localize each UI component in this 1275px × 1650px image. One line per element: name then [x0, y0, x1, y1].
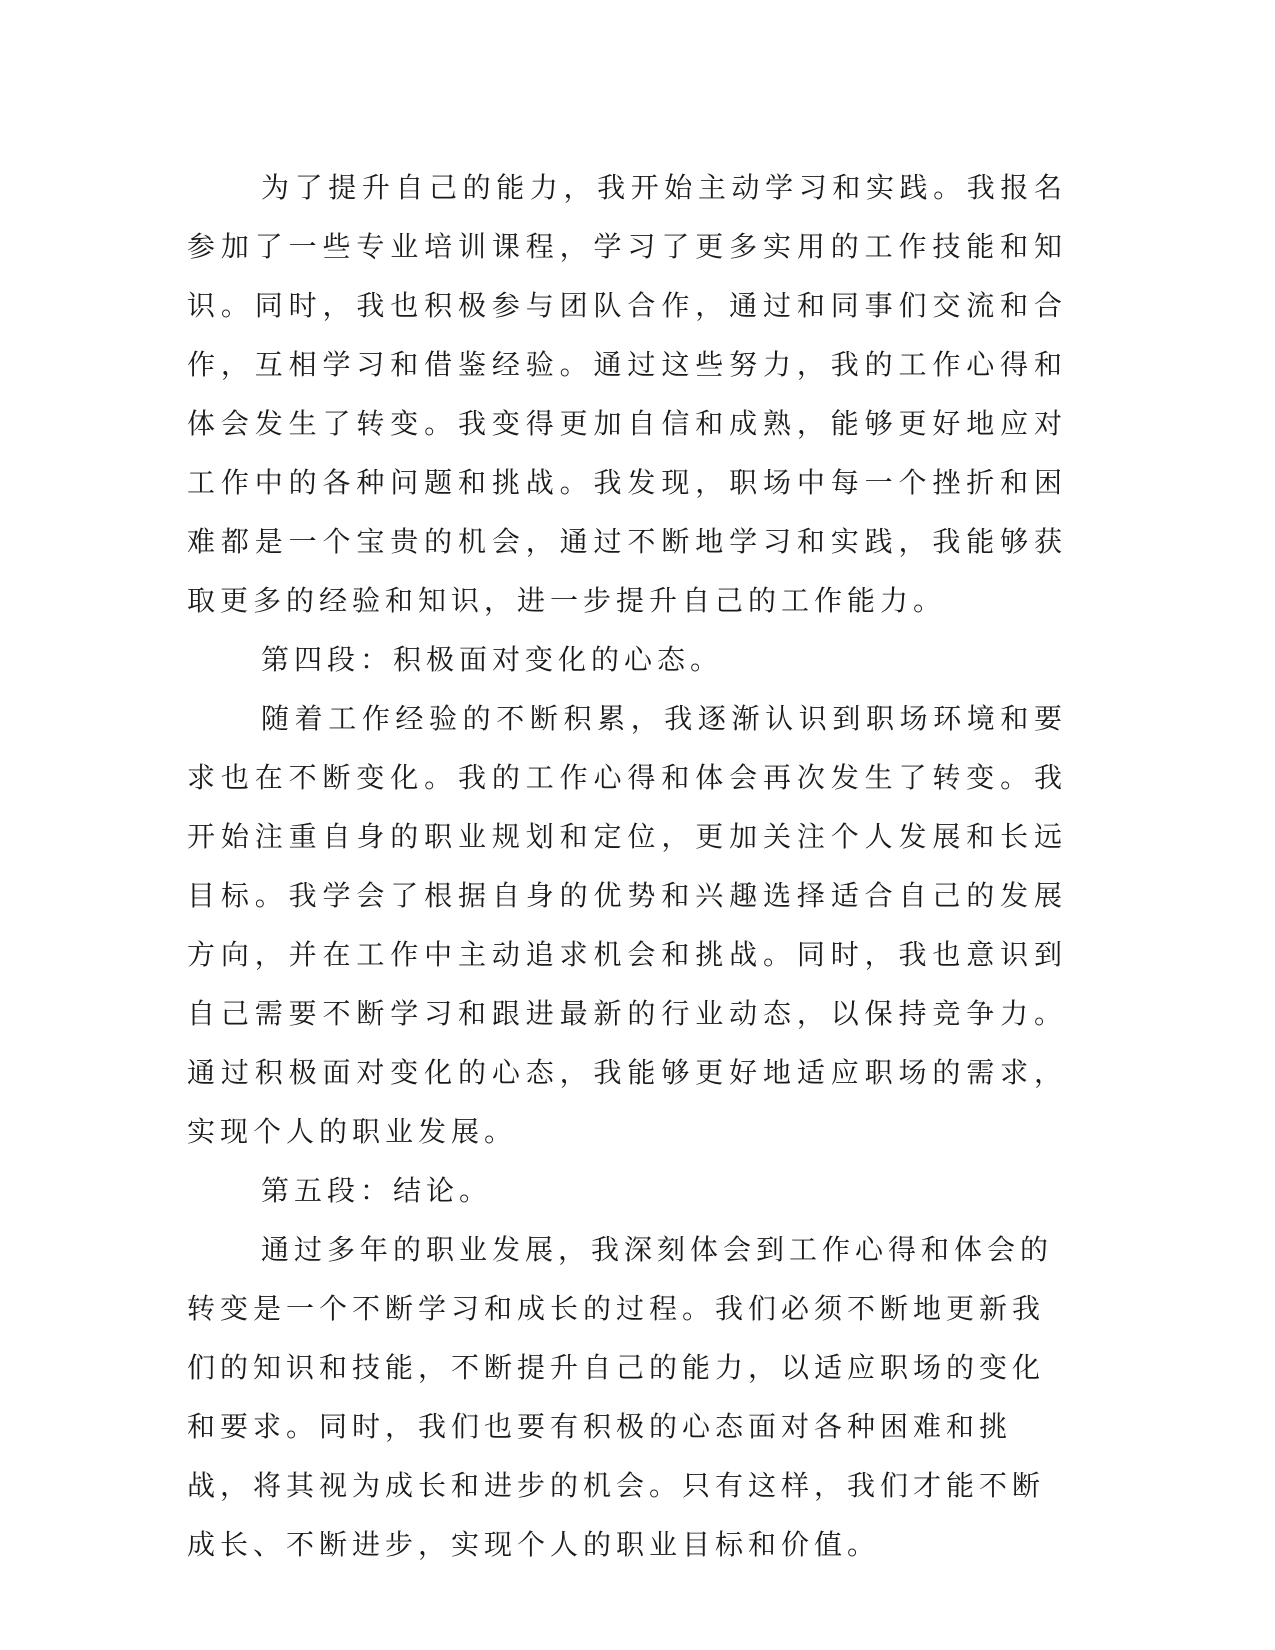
paragraph-self-improvement: 为了提升自己的能力，我开始主动学习和实践。我报名参加了一些专业培训课程，学习了更多实用的工作技能和知识。同时，我也积极参与团队合作，通过和同事们交流和合作，互相学习和借鉴经验。通过这些努力，我的工作心得和体会发生了转变。我变得更加自信和成熟，能够更好地应对工作中的各种问题和挑战。我发现，职场中每一个挫折和困难都是一个宝贵的机会，通过不断地学习和实践，我能够获取更多的经验和知识，进一步提升自己的工作能力。 — [187, 171, 1067, 617]
paragraph-embracing-change: 随着工作经验的不断积累，我逐渐认识到职场环境和要求也在不断变化。我的工作心得和体会再次发生了转变。我开始注重自身的职业规划和定位，更加关注个人发展和长远目标。我学会了根据自身的优势和兴趣选择适合自己的发展方向，并在工作中主动追求机会和挑战。同时，我也意识到自己需要不断学习和跟进最新的行业动态，以保持竞争力。通过积极面对变化的心态，我能够更好地适应职场的需求，实现个人的职业发展。 — [187, 702, 1067, 1148]
section-heading-five: 第五段：结论。 — [261, 1174, 493, 1207]
paragraph-conclusion: 通过多年的职业发展，我深刻体会到工作心得和体会的转变是一个不断学习和成长的过程。我们必须不断地更新我们的知识和技能，不断提升自己的能力，以适应职场的变化和要求。同时，我们也要有积极的心态面对各种困难和挑战，将其视为成长和进步的机会。只有这样，我们才能不断成长、不断进步，实现个人的职业目标和价值。 — [187, 1233, 1054, 1561]
section-heading-four: 第四段：积极面对变化的心态。 — [261, 643, 724, 676]
document-page — [187, 158, 1067, 1574]
